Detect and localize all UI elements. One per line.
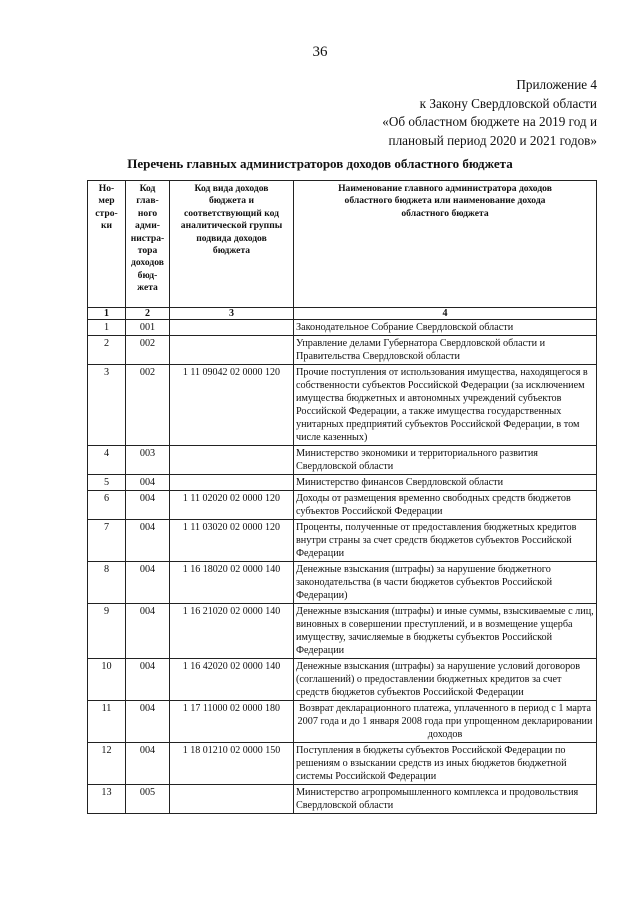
name-cell: Управление делами Губернатора Свердловской области и Правительства Свердловской области <box>294 336 597 365</box>
table-row <box>88 743 597 785</box>
row-number-cell: 9 <box>88 604 126 659</box>
admin-code-cell: 002 <box>126 365 170 446</box>
header-income-code: Код вида доходов бюджета и соответствующий код аналитической группы подвида доходов бюджета <box>170 181 294 308</box>
table-row <box>88 604 597 659</box>
row-number-cell: 12 <box>88 743 126 785</box>
row-number-cell: 5 <box>88 475 126 491</box>
admin-code-cell: 004 <box>126 491 170 520</box>
admin-code-cell: 005 <box>126 785 170 814</box>
income-code-cell: 1 16 21020 02 0000 140 <box>170 604 294 659</box>
income-code-cell <box>170 785 294 814</box>
income-code-cell <box>170 475 294 491</box>
name-cell: Денежные взыскания (штрафы) за нарушение условий договоров (соглашений) о предоставлении бюджетных кредитов за счет средств бюджетов субъектов Российской Федерации <box>294 659 597 701</box>
name-cell: Прочие поступления от использования имущества, находящегося в собственности субъектов Российской Федерации (за исключением имущества бюджетных и автономных учреждений субъектов Российской Федерации, а также имущества государственных унитарных предприятий субъектов Российской Федерации, в том числе казенных) <box>294 365 597 446</box>
admin-code-cell: 004 <box>126 562 170 604</box>
income-code-cell: 1 17 11000 02 0000 180 <box>170 701 294 743</box>
admin-code-cell: 004 <box>126 604 170 659</box>
table-row <box>88 336 597 365</box>
table-row <box>88 659 597 701</box>
name-cell: Денежные взыскания (штрафы) и иные суммы, взыскиваемые с лиц, виновных в совершении преступлений, и в возмещение ущерба имуществу, зачисляемые в бюджеты субъектов Российской Федерации <box>294 604 597 659</box>
table-row <box>88 446 597 475</box>
appendix-line: к Закону Свердловской области <box>419 95 597 111</box>
document-title: Перечень главных администраторов доходов областного бюджета <box>127 156 513 171</box>
appendix-header <box>277 76 597 150</box>
income-code-cell <box>170 446 294 475</box>
income-code-cell: 1 16 42020 02 0000 140 <box>170 659 294 701</box>
name-cell: Поступления в бюджеты субъектов Российской Федерации по решениям о взыскании средств из иных бюджетов бюджетной системы Российской Федерации <box>294 743 597 785</box>
row-number-cell: 6 <box>88 491 126 520</box>
income-code-cell: 1 11 09042 02 0000 120 <box>170 365 294 446</box>
appendix-line: плановый период 2020 и 2021 годов» <box>388 132 597 148</box>
income-code-cell: 1 16 18020 02 0000 140 <box>170 562 294 604</box>
table-header-row <box>88 181 597 308</box>
table-row <box>88 562 597 604</box>
administrators-table <box>87 180 597 814</box>
column-number: 4 <box>294 308 597 320</box>
name-cell: Проценты, полученные от предоставления бюджетных кредитов внутри страны за счет средств бюджетов субъектов Российской Федерации <box>294 520 597 562</box>
table-row <box>88 520 597 562</box>
appendix-line: Приложение 4 <box>516 77 597 92</box>
name-cell: Министерство экономики и территориального развития Свердловской области <box>294 446 597 475</box>
row-number-cell: 13 <box>88 785 126 814</box>
admin-code-cell: 004 <box>126 475 170 491</box>
table-row <box>88 365 597 446</box>
name-cell: Министерство финансов Свердловской области <box>294 475 597 491</box>
name-cell: Денежные взыскания (штрафы) за нарушение бюджетного законодательства (в части бюджетов субъектов Российской Федерации) <box>294 562 597 604</box>
income-code-cell: 1 11 02020 02 0000 120 <box>170 491 294 520</box>
income-code-cell: 1 11 03020 02 0000 120 <box>170 520 294 562</box>
table-body <box>88 320 597 814</box>
admin-code-cell: 001 <box>126 320 170 336</box>
admin-code-cell: 003 <box>126 446 170 475</box>
row-number-cell: 7 <box>88 520 126 562</box>
column-number: 2 <box>126 308 170 320</box>
name-cell: Доходы от размещения временно свободных средств бюджетов субъектов Российской Федерации <box>294 491 597 520</box>
row-number-cell: 8 <box>88 562 126 604</box>
header-row-number: Но- мер стро- ки <box>88 181 126 308</box>
income-code-cell: 1 18 01210 02 0000 150 <box>170 743 294 785</box>
income-code-cell <box>170 320 294 336</box>
admin-code-cell: 004 <box>126 743 170 785</box>
table-row <box>88 785 597 814</box>
table-row <box>88 701 597 743</box>
row-number-cell: 2 <box>88 336 126 365</box>
column-number: 1 <box>88 308 126 320</box>
row-number-cell: 1 <box>88 320 126 336</box>
name-cell: Возврат декларационного платежа, уплаченного в период с 1 марта 2007 года и до 1 января 2008 года при упрощенном декларировании доходов <box>294 701 597 743</box>
admin-code-cell: 004 <box>126 701 170 743</box>
page-number: 36 <box>312 44 328 60</box>
appendix-line: «Об областном бюджете на 2019 год и <box>382 114 597 129</box>
row-number-cell: 3 <box>88 365 126 446</box>
header-name: Наименование главного администратора доходов областного бюджета или наименование дохода областного бюджета <box>294 181 597 308</box>
row-number-cell: 11 <box>88 701 126 743</box>
admin-code-cell: 004 <box>126 659 170 701</box>
name-cell: Министерство агропромышленного комплекса и продовольствия Свердловской области <box>294 785 597 814</box>
admin-code-cell: 004 <box>126 520 170 562</box>
admin-code-cell: 002 <box>126 336 170 365</box>
header-admin-code: Код глав- ного адми- нистра- тора доходов бюд- жета <box>126 181 170 308</box>
row-number-cell: 4 <box>88 446 126 475</box>
name-cell: Законодательное Собрание Свердловской области <box>294 320 597 336</box>
column-number-row <box>88 308 597 320</box>
column-number: 3 <box>170 308 294 320</box>
income-code-cell <box>170 336 294 365</box>
row-number-cell: 10 <box>88 659 126 701</box>
table-row <box>88 320 597 336</box>
table-row <box>88 491 597 520</box>
table-row <box>88 475 597 491</box>
